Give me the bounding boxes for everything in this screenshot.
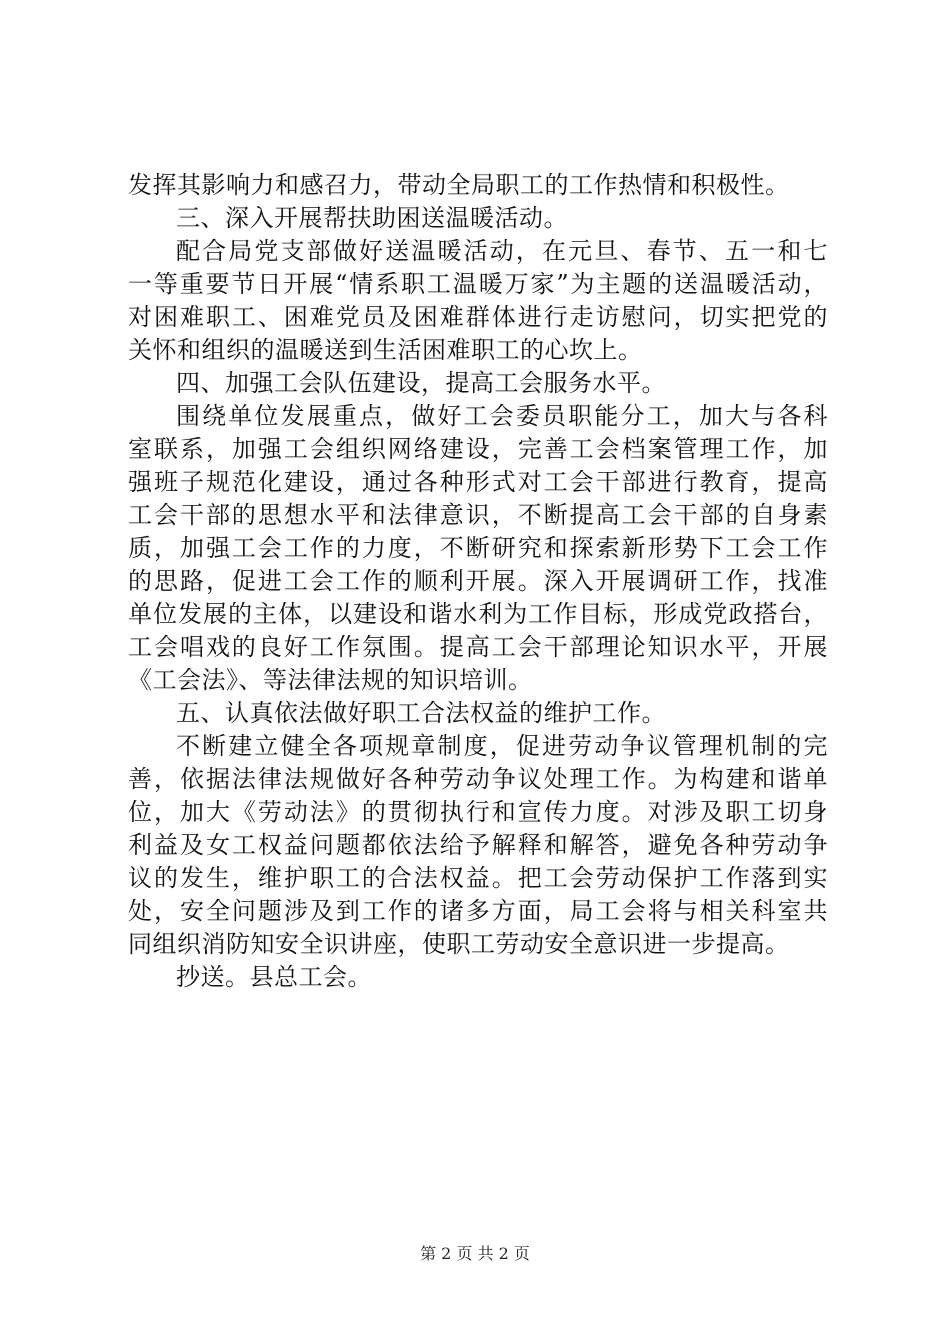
document-body [128, 169, 828, 994]
text-line: 的思路，促进工会工作的顺利开展。深入开展调研工作，找准 [128, 567, 828, 595]
text-line: 强班子规范化建设，通过各种形式对工会干部进行教育，提高 [128, 468, 828, 496]
text-line: 发挥其影响力和感召力，带动全局职工的工作热情和积极性。 [128, 171, 790, 199]
text-line: 围绕单位发展重点，做好工会委员职能分工，加大与各科 [176, 402, 828, 430]
text-line: 配合局党支部做好送温暖活动，在元旦、春节、五一和七 [176, 237, 828, 265]
text-line: 工会干部的思想水平和法律意识，不断提高工会干部的自身素 [128, 501, 828, 529]
text-line: 质，加强工会工作的力度，不断研究和探索新形势下工会工作 [128, 534, 828, 562]
text-line: 室联系，加强工会组织网络建设，完善工会档案管理工作，加 [128, 435, 828, 463]
section-heading: 四、加强工会队伍建设，提高工会服务水平。 [176, 369, 666, 397]
text-line: 《工会法》、等法律法规的知识培训。 [128, 666, 533, 694]
text-line: 关怀和组织的温暖送到生活困难职工的心坎上。 [128, 336, 643, 364]
text-line: 处，安全问题涉及到工作的诸多方面，局工会将与相关科室共 [128, 897, 828, 925]
text-line: 位，加大《劳动法》的贯彻执行和宣传力度。对涉及职工切身 [128, 798, 828, 826]
text-line: 利益及女工权益问题都依法给予解释和解答，避免各种劳动争 [128, 831, 828, 859]
text-line: 不断建立健全各项规章制度，促进劳动争议管理机制的完 [176, 732, 828, 760]
cc-line: 抄送。县总工会。 [176, 963, 372, 991]
text-line: 同组织消防知安全识讲座，使职工劳动安全意识进一步提高。 [128, 930, 790, 958]
text-line: 议的发生，维护职工的合法权益。把工会劳动保护工作落到实 [128, 864, 828, 892]
text-line: 工会唱戏的良好工作氛围。提高工会干部理论知识水平，开展 [128, 633, 828, 661]
section-heading: 三、深入开展帮扶助困送温暖活动。 [176, 204, 568, 232]
text-line: 一等重要节日开展“情系职工温暖万家”为主题的送温暖活动， [128, 270, 828, 298]
text-line: 对困难职工、困难党员及困难群体进行走访慰问，切实把党的 [128, 303, 828, 331]
text-line: 善，依据法律法规做好各种劳动争议处理工作。为构建和谐单 [128, 765, 828, 793]
text-line: 单位发展的主体，以建设和谐水利为工作目标，形成党政搭台， [128, 600, 828, 628]
page-number-footer: 第 2 页 共 2 页 [420, 1244, 530, 1263]
section-heading: 五、认真依法做好职工合法权益的维护工作。 [176, 699, 666, 727]
